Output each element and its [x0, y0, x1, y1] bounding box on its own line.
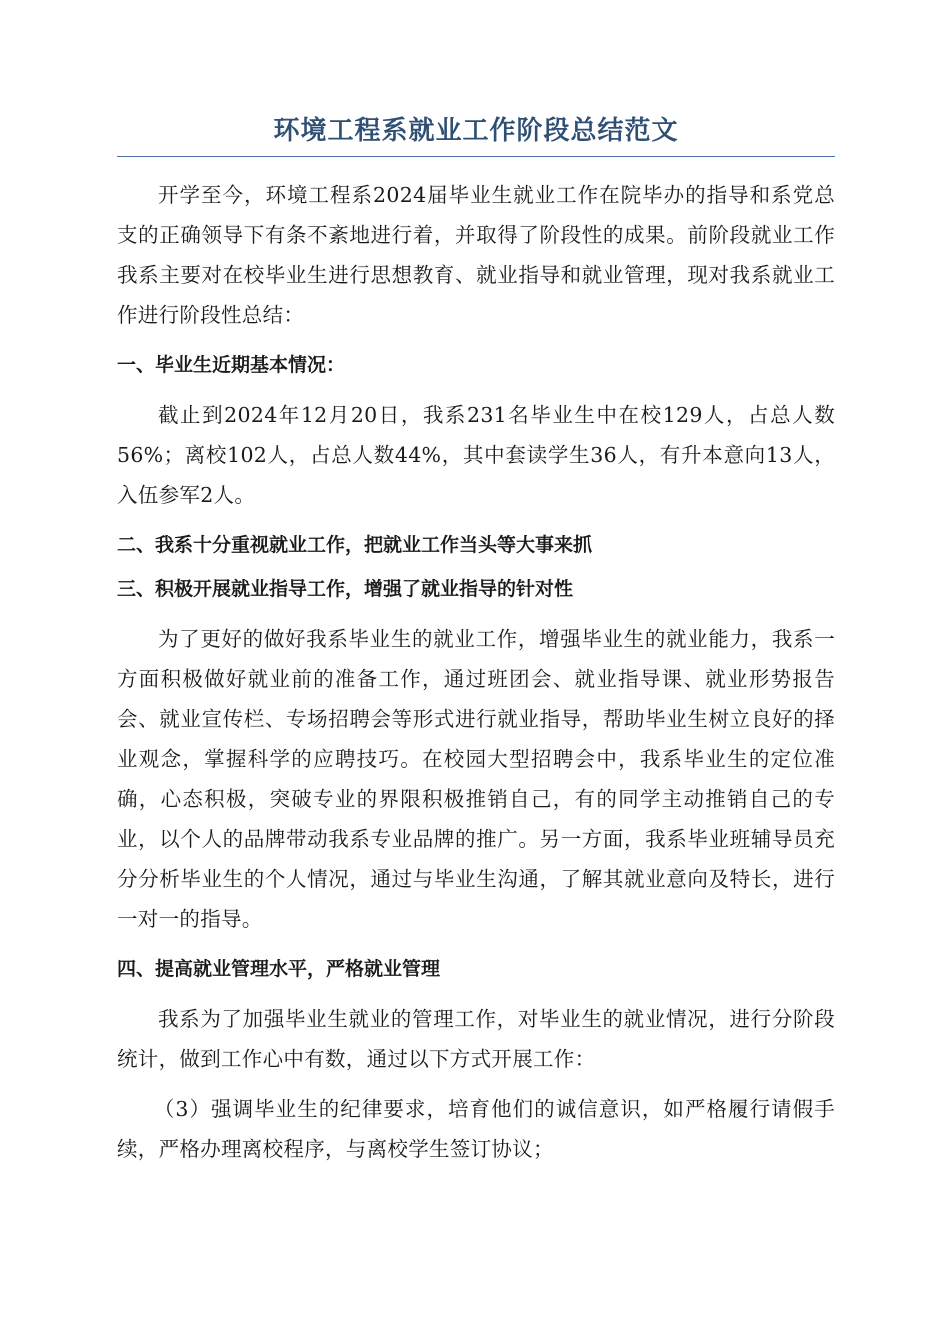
section-1-heading: 一、毕业生近期基本情况：: [117, 354, 346, 376]
section-1-paragraph: 截止到2024年12月20日，我系231名毕业生中在校129人，占总人数56%；离校102人，占总人数44%，其中套读学生36人，有升本意向13人，入伍参军2人。: [117, 403, 835, 507]
section-2-heading: 二、我系十分重视就业工作，把就业工作当头等大事来抓: [117, 534, 593, 556]
section-4-heading: 四、提高就业管理水平，严格就业管理: [117, 958, 441, 980]
document-title: 环境工程系就业工作阶段总结范文: [117, 112, 835, 157]
intro-paragraph: 开学至今，环境工程系2024届毕业生就业工作在院毕办的指导和系党总支的正确领导下有条不紊地进行着，并取得了阶段性的成果。前阶段就业工作我系主要对在校毕业生进行思想教育、就业指导和就业管理，现对我系就业工作进行阶段性总结：: [117, 183, 835, 327]
section-4-list-item-3: （3）强调毕业生的纪律要求，培育他们的诚信意识，如严格履行请假手续，严格办理离校程序，与离校学生签订协议；: [117, 1097, 835, 1161]
section-3-paragraph: 为了更好的做好我系毕业生的就业工作，增强毕业生的就业能力，我系一方面积极做好就业前的准备工作，通过班团会、就业指导课、就业形势报告会、就业宣传栏、专场招聘会等形式进行就业指导，帮助毕业生树立良好的择业观念，掌握科学的应聘技巧。在校园大型招聘会中，我系毕业生的定位准确，心态积极，突破专业的界限积极推销自己，有的同学主动推销自己的专业，以个人的品牌带动我系专业品牌的推广。另一方面，我系毕业班辅导员充分分析毕业生的个人情况，通过与毕业生沟通，了解其就业意向及特长，进行一对一的指导。: [117, 627, 835, 931]
section-3-heading: 三、积极开展就业指导工作，增强了就业指导的针对性: [117, 578, 574, 600]
section-4-paragraph: 我系为了加强毕业生就业的管理工作，对毕业生的就业情况，进行分阶段统计，做到工作心中有数，通过以下方式开展工作：: [117, 1007, 835, 1071]
document-page: [117, 112, 835, 1179]
